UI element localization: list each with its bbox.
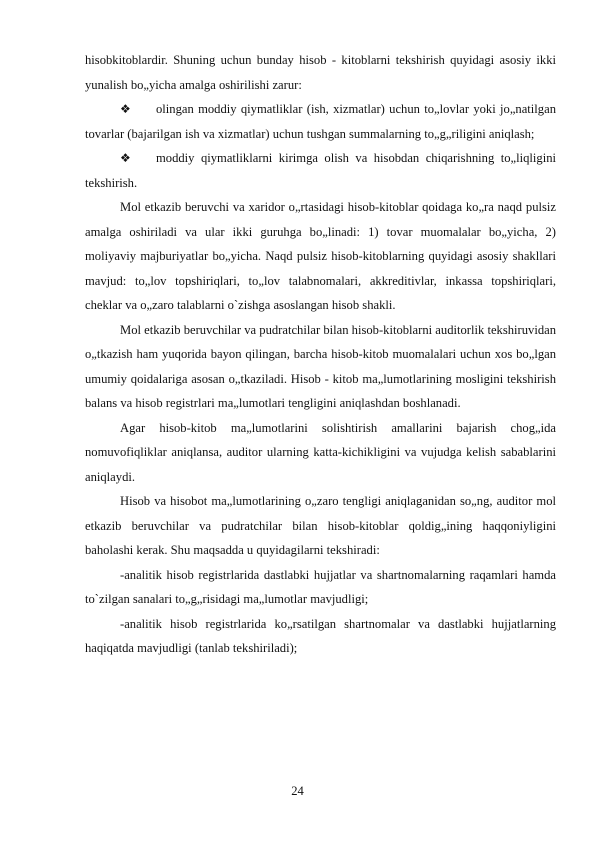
bullet-item-completeness	[85, 146, 556, 195]
paragraph-balance-verification: Hisob va hisobot ma„lumotlarining o„zaro tengligi aniqlaganidan so„ng, auditor mol etkazib beruvchilar va pudratchilar bilan hisob-kitoblar qoldig„ining haqqoniyligini baholashi kerak. Shu maqsadda u quyidagilarni tekshiradi:	[85, 494, 556, 557]
paragraph-check-item-1: -analitik hisob registrlarida dastlabki hujjatlar va shartnomalarning raqamlari hamda to`zilgan sanalari to„g„risidagi ma„lumotlar mavjudligi;	[85, 567, 556, 606]
paragraph-check-item-2: -analitik hisob registrlarida ko„rsatilgan shartnomalar va dastlabki hujjatlarning haqiqatda mavjudligi (tanlab tekshiriladi);	[85, 616, 556, 655]
bullet-item-payments	[85, 97, 556, 146]
document-page	[85, 48, 556, 661]
diamond-bullet-icon: ❖	[120, 102, 131, 116]
paragraph-discrepancies: Agar hisob-kitob ma„lumotlarini solishtirish amallarini bajarish chog„ida nomuvofiqliklar aniqlansa, auditor ularning katta-kichikligini va vujudga kelish sabablarini aniqlaydi.	[85, 420, 556, 484]
paragraph-intro: hisobkitoblardir. Shuning uchun bunday hisob - kitoblarni tekshirish quyidagi asosiy ikki yunalish bo„yicha amalga oshirilishi zarur:	[85, 53, 556, 92]
paragraph-audit-procedure: Mol etkazib beruvchilar va pudratchilar bilan hisob-kitoblarni auditorlik tekshiruvidan o„tkazish ham yuqorida bayon qilingan, barcha hisob-kitob muomalalari uchun xos bo„lgan umumiy qoidalariga asosan o„tkaziladi. Hisob - kitob ma„lumotlarining mosligini tekshirish balans va hisob registrlari ma„lumotlari tengligini aniqlashdan boshlanadi.	[85, 322, 556, 410]
page-number: 24	[291, 784, 304, 798]
diamond-bullet-icon: ❖	[120, 151, 131, 165]
bullet-item-text: moddiy qiymatliklarni kirimga olish va hisobdan chiqarishning to„liqligini tekshirish.	[85, 151, 556, 190]
bullet-item-text: olingan moddiy qiymatliklar (ish, xizmatlar) uchun to„lovlar yoki jo„natilgan tovarlar (bajarilgan ish va xizmatlar) uchun tushgan summalarning to„g„riligini aniqlash;	[85, 102, 556, 141]
paragraph-settlement-forms: Mol etkazib beruvchi va xaridor o„rtasidagi hisob-kitoblar qoidaga ko„ra naqd pulsiz amalga oshiriladi va ular ikki guruhga bo„linadi: 1) tovar muomalalar bo„yicha, 2) moliyaviy majburiyatlar bo„yicha. Naqd pulsiz hisob-kitoblarning quyidagi asosiy shakllari mavjud: to„lov topshiriqlari, to„lov talabnomalari, akkreditivlar, inkassa topshiriqlari, cheklar va o„zaro talablarni o`zishga asoslangan hisob shakli.	[85, 200, 556, 312]
